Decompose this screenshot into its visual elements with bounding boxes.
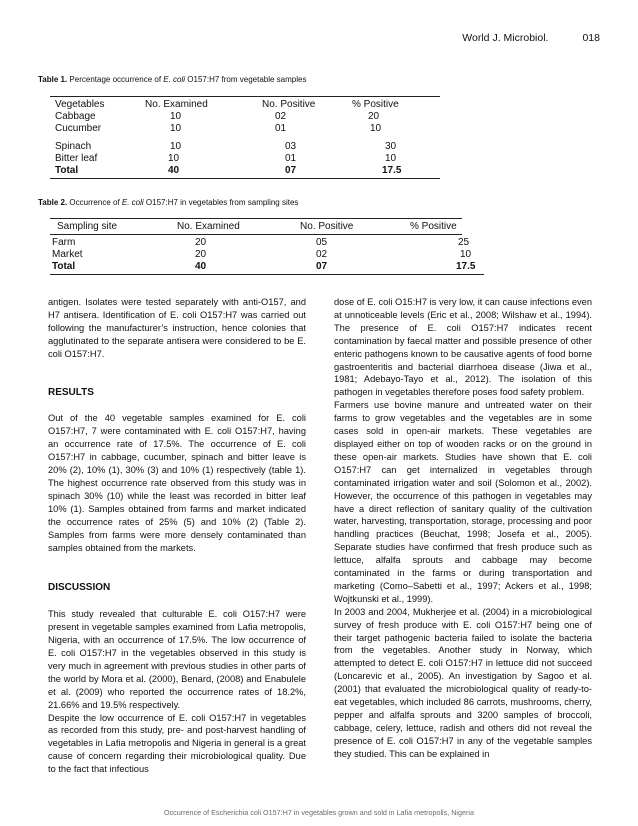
table2-caption-text-end: O157:H7 in vegetables from sampling sites [143, 198, 299, 207]
paragraph: Out of the 40 vegetable samples examined for E. coli O157:H7, 7 were contaminated with E. coli O157:H7, having an occurrence rate of 17.5%. The occurrence of E. coli O157:H7 in cabbage, cucumber, spinach and bitter leave is 20% (2), 10% (1), 30% (3) and 10% (1) respectively (table 1). The highest occurrence rate observed from this study was in spinach 30% (10) while the least was recorded in bitter leaf 10% (1). Samples obtained from farms and market indicated the occurrence rates of 25% (5) and 10% (2) (Table 2). Samples from farms were more densely contaminated than samples obtained from the markets. [48, 413, 306, 553]
table2-header-rule [50, 234, 462, 235]
paragraph: This study revealed that culturable E. coli O157:H7 were present in vegetable samples examined from Lafia metropolis, Nigeria, with an occurrence of 17.5%. The low occurrence of E. coli O157:H7 in the vegetables observed in this study is very much in agreement with previous studies in other parts of the world by Mora et al. (2000), Benard, (2008) and Enabulele et al. (2009) who reported the occurrence rates of 18.2%, 21.66% and 19.5% respectively. [48, 609, 306, 710]
table-cell: 30 [385, 141, 397, 152]
page-number: 018 [582, 32, 600, 44]
table-cell: 17.5 [382, 165, 402, 176]
table-cell: 10 [170, 141, 182, 152]
paragraph: Farmers use bovine manure and untreated water on their farms to grow vegetables and the vegetables are in some cases sold in open-air markets. These vegetables are displayed either on top of wooden racks or on the ground in these open-air markets. Studies have shown that E. coli O157:H7 can get internalized in vegetables through contaminated irrigation water and soil (Solomon et al., 2002). However, the occurrence of this pathogen in vegetables may have a direct reflection of sanitary quality of the cultivation water, harvesting, transportation, storage, processing and poor handling practices (Beuchat, 1998; Josefa et al., 2005). Separate studies have confirmed that fresh produce such as lettuce, alfalfa sprouts and cabbage may become contaminated in the farms or during transportation and marketing (Como–Sabetti et al., 1997; Ackers et al., 1998; Wojtkunski et al., 1999). [334, 400, 592, 604]
table-cell: 40 [168, 165, 180, 176]
table2-col-header: Sampling site [57, 221, 118, 232]
table-cell: Total [55, 165, 79, 176]
table1-caption [38, 75, 306, 84]
table-cell: 20 [195, 249, 207, 260]
table1-caption-text: Percentage occurrence of [67, 75, 164, 84]
table-cell: Market [52, 249, 83, 260]
table-cell: 10 [170, 123, 182, 134]
table1-col-header: No. Positive [262, 99, 316, 110]
results-heading: RESULTS [48, 386, 94, 398]
paragraph: Despite the low occurrence of E. coli O157:H7 in vegetables as recorded from this study, pre- and post-harvest handling of vegetables in Lafia metropolis and Nigeria in general is a great cause of concern regarding their microbiological quality. Due to the fact that infectious [48, 712, 306, 775]
table2-col-header: % Positive [410, 221, 457, 232]
table-cell: 10 [170, 111, 182, 122]
table-cell: Cucumber [55, 123, 102, 134]
table-cell: Spinach [55, 141, 92, 152]
table1-col-header: Vegetables [55, 99, 105, 110]
table1-top-rule [50, 96, 440, 97]
table2-caption-text: Occurrence of [67, 198, 122, 207]
running-header [428, 32, 600, 44]
table2-top-rule [50, 218, 462, 219]
table-cell: 02 [275, 111, 287, 122]
table2-col-header: No. Examined [177, 221, 240, 232]
table-cell: 10 [370, 123, 382, 134]
table-cell: Bitter leaf [55, 153, 98, 164]
table-cell: 20 [195, 237, 207, 248]
table-cell: Total [52, 261, 76, 272]
paragraph: dose of E. coli O15:H7 is very low, it can cause infections even at unnoticeable levels (Eric et al., 2008; Wilshaw et al., 1994). The presence of E. coli O157:H7 indicates recent contamination by faecal matter and possible presence of other enteric pathogens known to be causative agents of food borne gastroenteritis and bacterial diarrhoea disease (Jiwa et al., 1981; Adebayo-Tayo et al., 2012). The isolation of this pathogen in vegetables therefore poses food safety problem. [334, 297, 592, 398]
table1-bottom-rule [50, 178, 440, 179]
table-cell: Farm [52, 237, 76, 248]
left-column [48, 296, 306, 776]
table1-col-header: % Positive [352, 99, 399, 110]
table2-label: Table 2. [38, 198, 68, 207]
running-footer: Occurrence of Escherichia coli O157:H7 in vegetables grown and sold in Lafia metropolis, Nigeria [163, 808, 475, 817]
table1-caption-italic: E. coli [163, 75, 186, 84]
table2-caption-italic: E. coli [121, 198, 144, 207]
paragraph: In 2003 and 2004, Mukherjee et al. (2004) in a microbiological survey of fresh produce with E. coli O157:H7 being one of their target pathogenic bacteria failed to isolate the bacteria from the vegetables. Another study in Norway, which attempted to detect E. coli O157:H7 in lettuce did not succeed (Loncarevic et al., 2005). An investigation by Sagoo et al. (2001) that evaluated the microbiological quality of ready-to-eat vegetables, which included 86 carrots, mushrooms, cherry, pepper and alfalfa sprouts and 3200 samples of broccoli, cabbage, celery, lettuce, radish and others did not reveal the presence of E. coli O157:H7 in any of the vegetable samples they studied. This can be explained in [334, 606, 592, 759]
right-column [334, 296, 592, 761]
table-cell: 01 [285, 153, 297, 164]
table-cell: 25 [458, 237, 470, 248]
table-cell: 05 [316, 237, 328, 248]
table-cell: 07 [285, 165, 297, 176]
table1-label: Table 1. [38, 75, 68, 84]
table2-col-header: No. Positive [300, 221, 354, 232]
table-cell: Cabbage [55, 111, 96, 122]
table-cell: 10 [168, 153, 180, 164]
table-cell: 40 [195, 261, 207, 272]
table-cell: 20 [368, 111, 380, 122]
table2-caption [38, 198, 298, 207]
table-cell: 17.5 [456, 261, 476, 272]
table-cell: 03 [285, 141, 297, 152]
table-cell: 10 [385, 153, 397, 164]
table2-bottom-rule [50, 274, 484, 275]
discussion-heading: DISCUSSION [48, 582, 111, 594]
table-cell: 07 [316, 261, 328, 272]
table1-col-header: No. Examined [145, 99, 208, 110]
table1-caption-text-end: O157:H7 from vegetable samples [185, 75, 307, 84]
journal-name: World J. Microbiol. [462, 32, 549, 44]
table-cell: 01 [275, 123, 287, 134]
table-cell: 10 [460, 249, 472, 260]
paragraph: antigen. Isolates were tested separately with anti-O157, and H7 antisera. Identification of E. coli O157:H7 was carried out following the manufacturer’s instruction, hence colonies that agglutinated to the separate antisera were considered to be E. coli O157:H7. [48, 297, 306, 359]
table-cell: 02 [316, 249, 328, 260]
